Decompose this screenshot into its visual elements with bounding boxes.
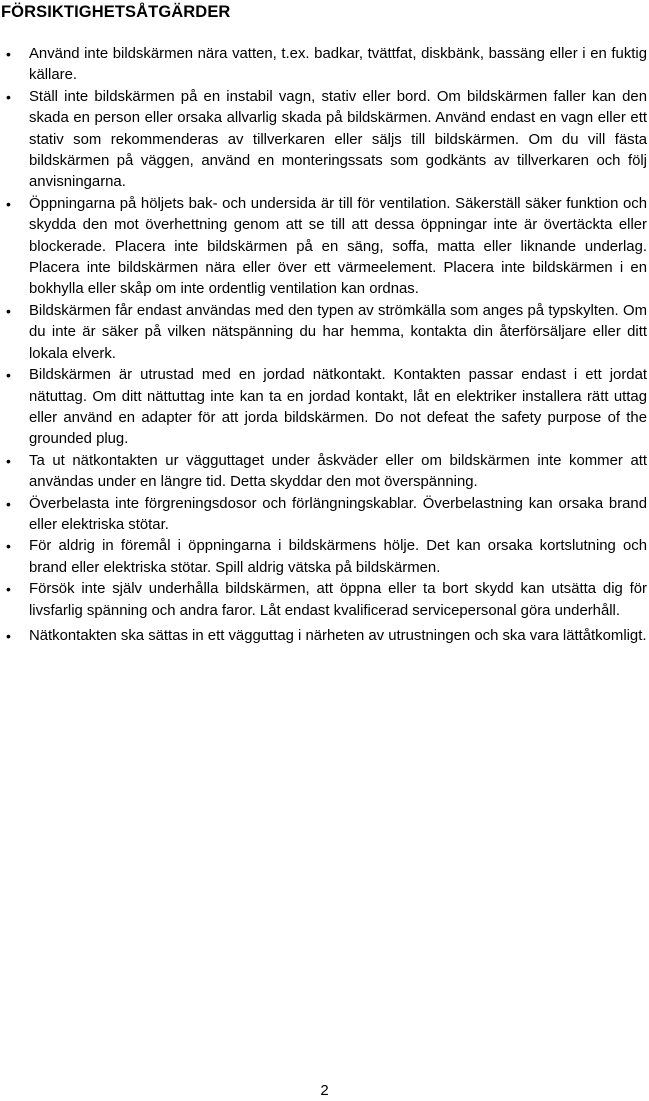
list-item: [0, 301, 649, 365]
bullet-icon: •: [6, 627, 11, 644]
page-title: FÖRSIKTIGHETSÅTGÄRDER: [1, 3, 231, 21]
list-item-text: Ställ inte bildskärmen på en instabil vagn, stativ eller bord. Om bildskärmen faller kan den skada en person eller orsaka allvarlig skada på bildskärmen. Använd endast en vagn eller ett stativ som rekommenderas av tillverkaren eller säljs till bildskärmen. Om du vill fästa bildskärmen på väggen, använd en monteringssats som godkänts av tillverkaren och följ anvisningarna.: [29, 88, 647, 191]
list-item-text: Bildskärmen får endast användas med den typen av strömkälla som anges på typskylten. Om du inte är säker på vilken nätspänning du har hemma, kontakta din återförsäljare eller ditt lokala elverk.: [29, 302, 647, 362]
list-item-text: Öppningarna på höljets bak- och undersida är till för ventilation. Säkerställ säker funktion och skydda den mot överhettning genom att se till att dessa öppningar inte är övertäckta eller blockerade. Placera inte bildskärmen på en säng, soffa, matta eller liknande underlag. Placera inte bildskärmen nära eller över ett värmeelement. Placera inte bildskärmen i en bokhylla eller skåp om inte ordentlig ventilation kan ordnas.: [29, 195, 647, 298]
list-item-text: Försök inte själv underhålla bildskärmen, att öppna eller ta bort skydd kan utsätta dig för livsfarlig spänning och andra faror. Låt endast kvalificerad servicepersonal göra underhåll.: [29, 581, 647, 619]
list-item: [0, 365, 649, 451]
list-item: [0, 626, 649, 647]
bullet-icon: •: [6, 88, 11, 105]
list-item: [0, 579, 649, 622]
bullet-icon: •: [6, 302, 11, 319]
list-item-text: Bildskärmen är utrustad med en jordad nätkontakt. Kontakten passar endast i ett jordat nätuttag. Om ditt nättuttag inte kan ta en jordad kontakt, låt en elektriker installera rätt uttag eller använd en adapter för att jorda bildskärmen. Do not defeat the safety purpose of the grounded plug.: [29, 367, 647, 448]
list-item: [0, 194, 649, 301]
list-item: [0, 44, 649, 87]
bullet-icon: •: [6, 538, 11, 555]
bullet-icon: •: [6, 195, 11, 212]
precautions-list: [0, 44, 649, 647]
list-item-text: Nätkontakten ska sättas in ett vägguttag i närheten av utrustningen och ska vara lättåtkomligt.: [29, 627, 647, 644]
bullet-icon: •: [6, 367, 11, 384]
list-item: [0, 87, 649, 194]
bullet-icon: •: [6, 46, 11, 62]
list-item-text: För aldrig in föremål i öppningarna i bildskärmens hölje. Det kan orsaka kortslutning och brand eller elektriska stötar. Spill aldrig vätska på bildskärmen.: [29, 538, 647, 576]
list-item: [0, 451, 649, 494]
list-item-text: Ta ut nätkontakten ur vägguttaget under åskväder eller om bildskärmen inte kommer att användas under en längre tid. Detta skyddar den mot överspänning.: [29, 452, 647, 491]
list-item-text: Överbelasta inte förgreningsdosor och förlängningskablar. Överbelastning kan orsaka brand eller elektriska stötar.: [29, 495, 647, 533]
list-item-text: Använd inte bildskärmen nära vatten, t.ex. badkar, tvättfat, diskbänk, bassäng eller i en fuktig källare.: [29, 46, 647, 84]
bullet-icon: •: [6, 452, 11, 469]
list-item: [0, 494, 649, 537]
list-item: [0, 536, 649, 579]
bullet-icon: •: [6, 495, 11, 512]
page-number: 2: [320, 1082, 329, 1099]
bullet-icon: •: [6, 581, 11, 598]
